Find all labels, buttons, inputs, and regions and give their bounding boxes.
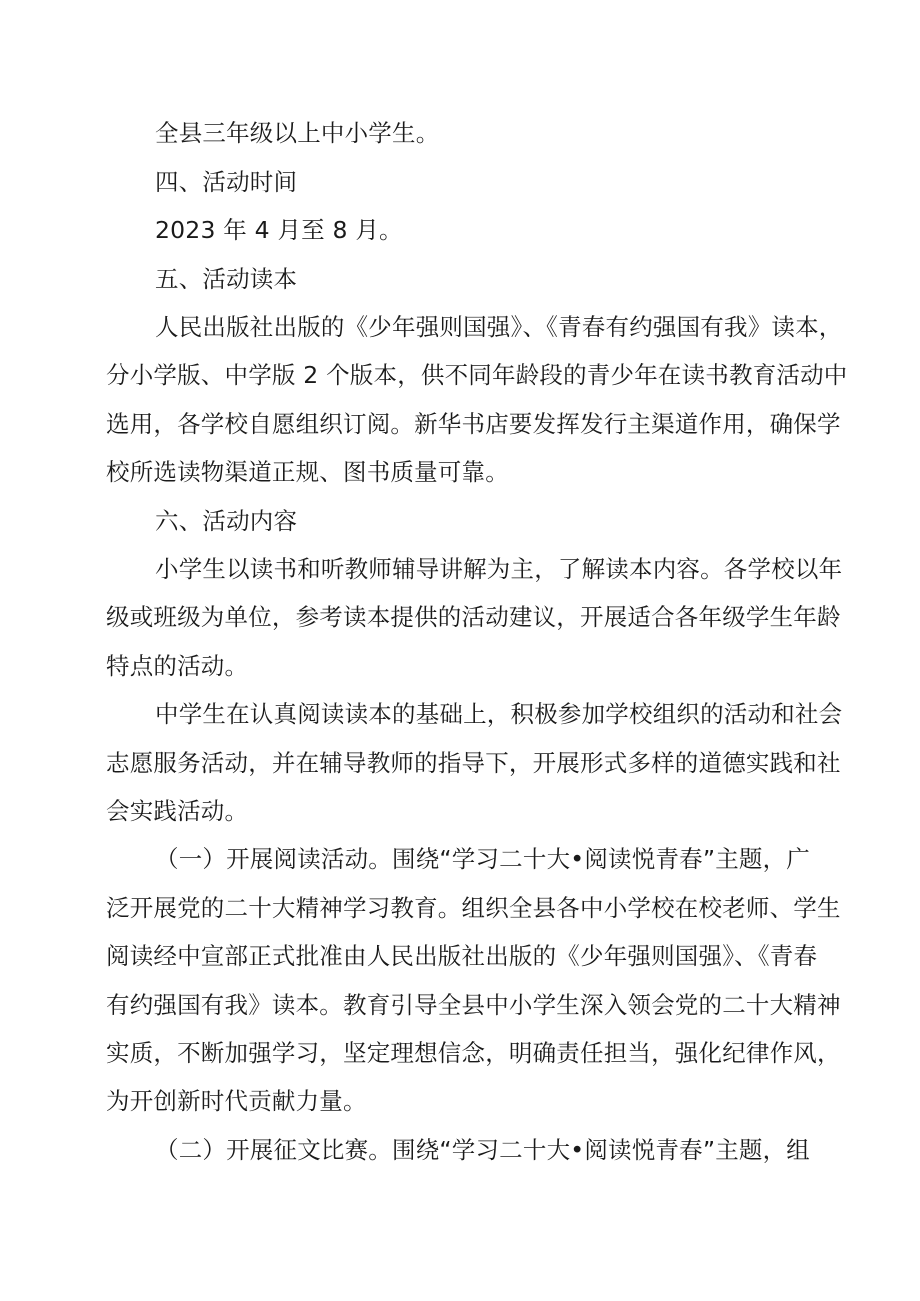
text-line: 为开创新时代贡献力量。 bbox=[106, 1087, 367, 1115]
text-line: 会实践活动。 bbox=[106, 797, 249, 825]
text-line: （一）开展阅读活动。围绕“学习二十大•阅读悦青春”主题，广 bbox=[155, 845, 811, 873]
section-heading: 四、活动时间 bbox=[155, 168, 298, 196]
section-heading: 五、活动读本 bbox=[155, 265, 298, 293]
text-line: 实质，不断加强学习，坚定理想信念，明确责任担当，强化纪律作风， bbox=[106, 1039, 841, 1067]
section-heading: 六、活动内容 bbox=[155, 507, 298, 535]
text-line: 特点的活动。 bbox=[106, 652, 249, 680]
text-line: 中学生在认真阅读读本的基础上，积极参加学校组织的活动和社会 bbox=[155, 700, 843, 728]
text-line: 分小学版、中学版 2 个版本，供不同年龄段的青少年在读书教育活动中 bbox=[106, 361, 848, 389]
text-line: 选用，各学校自愿组织订阅。新华书店要发挥发行主渠道作用，确保学 bbox=[106, 410, 841, 438]
text-line: 2023 年 4 月至 8 月。 bbox=[155, 216, 403, 244]
text-line: 志愿服务活动，并在辅导教师的指导下，开展形式多样的道德实践和社 bbox=[106, 749, 841, 777]
text-line: 阅读经中宣部正式批准由人民出版社出版的《少年强则国强》、《青春 bbox=[106, 942, 818, 970]
text-line: 泛开展党的二十大精神学习教育。组织全县各中小学校在校老师、学生 bbox=[106, 894, 841, 922]
text-line: 校所选读物渠道正规、图书质量可靠。 bbox=[106, 458, 509, 486]
text-line: 人民出版社出版的《少年强则国强》、《青春有约强国有我》读本， bbox=[155, 313, 843, 341]
text-line: 小学生以读书和听教师辅导讲解为主，了解读本内容。各学校以年 bbox=[155, 555, 843, 583]
text-line: 全县三年级以上中小学生。 bbox=[155, 119, 440, 147]
text-line: 有约强国有我》读本。教育引导全县中小学生深入领会党的二十大精神 bbox=[106, 991, 841, 1019]
text-line: （二）开展征文比赛。围绕“学习二十大•阅读悦青春”主题，组 bbox=[155, 1136, 811, 1164]
text-line: 级或班级为单位，参考读本提供的活动建议，开展适合各年级学生年龄 bbox=[106, 603, 841, 631]
